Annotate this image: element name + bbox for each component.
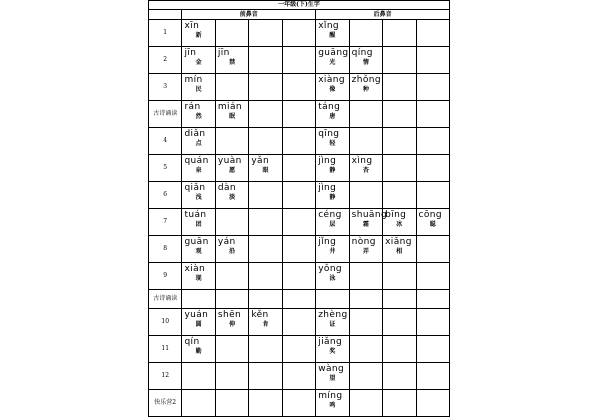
front-nasal-cell [182,101,215,128]
pinyin-text: qiǎn [184,183,206,193]
back-nasal-cell [383,128,416,155]
table-row [149,363,450,390]
pinyin-text: jiǎng [318,337,343,347]
hanzi-text: 愿 [229,167,236,174]
pinyin-text: tuán [184,210,207,220]
back-nasal-cell [316,363,349,390]
hanzi-text: 弄 [362,248,369,255]
back-nasal-cell [416,290,450,309]
pinyin-text: dàn [217,183,237,193]
table-row [149,74,450,101]
back-nasal-cell [383,101,416,128]
table-row [149,290,450,309]
back-nasal-cell [316,47,349,74]
back-nasal-cell [416,390,450,417]
table-row [149,182,450,209]
back-nasal-cell [383,290,416,309]
corner-cell [149,10,182,20]
front-nasal-cell [182,309,215,336]
hanzi-text: 点 [195,140,202,147]
back-nasal-cell [316,155,349,182]
front-nasal-cell [249,290,282,309]
hanzi-text: 唐 [329,113,336,120]
front-nasal-cell [215,390,248,417]
front-nasal-cell [282,263,315,290]
front-nasal-cell [182,74,215,101]
hanzi-text: 鸣 [329,402,336,409]
hanzi-text: 肯 [262,321,269,328]
hanzi-text: 望 [329,375,336,382]
group-header-row [149,10,450,20]
pinyin-text: jìng [318,183,337,193]
hanzi-text: 淡 [229,194,236,201]
hanzi-text: 井 [329,248,336,255]
hanzi-text: 然 [195,113,202,120]
hanzi-text: 观 [195,248,202,255]
hanzi-text: 禁 [229,59,236,66]
front-nasal-cell [249,309,282,336]
back-nasal-cell [349,309,382,336]
front-nasal-cell [282,155,315,182]
pinyin-text: xīn [184,21,200,31]
back-nasal-cell [316,128,349,155]
lesson-label: 古诗诵读 [149,101,182,128]
back-nasal-cell [349,209,388,236]
back-nasal-cell [316,290,349,309]
front-nasal-cell [282,290,315,309]
front-nasal-cell [282,101,315,128]
front-nasal-cell [249,363,282,390]
front-nasal-cell [282,209,315,236]
back-nasal-cell [383,309,416,336]
lesson-label: 12 [149,363,182,390]
lesson-label: 古诗诵读 [149,290,182,309]
hanzi-text: 圆 [195,321,202,328]
table-row [149,336,450,363]
hanzi-text: 冰 [396,221,403,228]
back-nasal-cell [316,209,349,236]
pinyin-text: shuāng [351,210,388,220]
back-nasal-cell [416,236,450,263]
hanzi-text: 轻 [329,140,336,147]
hanzi-text: 新 [195,32,202,39]
back-nasal-cell [416,209,450,236]
back-nasal-cell [349,128,382,155]
hanzi-text: 沿 [229,248,236,255]
hanzi-text: 团 [195,221,202,228]
pinyin-text: xiàn [184,264,206,274]
front-nasal-cell [182,209,215,236]
front-nasal-cell [215,155,248,182]
pinyin-text: yán [217,237,236,247]
hanzi-text: 醒 [329,32,336,39]
lesson-label: 10 [149,309,182,336]
front-nasal-cell [215,236,248,263]
back-nasal-cell [416,182,450,209]
lesson-label: 7 [149,209,182,236]
front-nasal-cell [282,182,315,209]
back-nasal-cell [349,336,382,363]
back-nasal-cell [349,263,382,290]
hanzi-text: 勤 [195,348,202,355]
table-row [149,47,450,74]
lesson-label: 1 [149,20,182,47]
back-nasal-cell [383,155,416,182]
front-nasal-cell [215,209,248,236]
front-nasal-cell [249,101,282,128]
front-nasal-cell [282,74,315,101]
lesson-label: 快乐营2 [149,390,182,417]
back-nasal-cell [349,74,382,101]
front-nasal-cell [215,290,248,309]
pinyin-text: qīng [318,129,340,139]
back-nasal-cell [383,263,416,290]
hanzi-text: 种 [362,86,369,93]
back-nasal-cell [416,47,450,74]
pinyin-text: diǎn [184,129,206,139]
front-nasal-cell [215,182,248,209]
table-row [149,309,450,336]
table-row [149,128,450,155]
front-nasal-cell [249,74,282,101]
hanzi-text: 杏 [362,167,369,174]
front-nasal-header: 前鼻音 [182,10,316,20]
lesson-label: 8 [149,236,182,263]
hanzi-text: 浅 [195,194,202,201]
back-nasal-cell [416,263,450,290]
back-nasal-cell [383,236,416,263]
pinyin-text: zhèng [318,310,348,320]
pinyin-text: yuàn [217,156,242,166]
front-nasal-cell [182,336,215,363]
front-nasal-cell [215,47,248,74]
front-nasal-cell [215,74,248,101]
front-nasal-cell [215,20,248,47]
back-nasal-cell [349,236,382,263]
back-nasal-cell [349,363,382,390]
pinyin-text: bīng [385,210,407,220]
front-nasal-cell [249,209,282,236]
hanzi-text: 情 [362,59,369,66]
hanzi-text: 证 [329,321,336,328]
hanzi-text: 霜 [362,221,369,228]
front-nasal-cell [182,290,215,309]
front-nasal-cell [249,128,282,155]
back-nasal-cell [383,47,416,74]
back-nasal-cell [383,336,416,363]
front-nasal-cell [282,309,315,336]
hanzi-text: 民 [195,86,202,93]
hanzi-text: 泉 [195,167,202,174]
back-nasal-cell [349,47,382,74]
table-row [149,20,450,47]
hanzi-text: 伸 [229,321,236,328]
lesson-label: 9 [149,263,182,290]
front-nasal-cell [215,309,248,336]
back-nasal-cell [349,390,382,417]
hanzi-text: 泳 [329,275,336,282]
character-table [148,0,450,417]
front-nasal-cell [182,155,215,182]
table-title: 一年级(下)生字 [149,1,450,10]
title-row [149,1,450,10]
front-nasal-cell [182,236,215,263]
pinyin-text: xǐng [318,21,340,31]
table-row [149,155,450,182]
hanzi-text: 金 [195,59,202,66]
pinyin-text: jīn [217,48,230,58]
front-nasal-cell [182,390,215,417]
back-nasal-cell [416,363,450,390]
back-nasal-cell [316,309,349,336]
pinyin-text: míng [318,391,343,401]
hanzi-text: 眠 [229,113,236,120]
back-nasal-cell [383,74,416,101]
pinyin-text: wàng [318,364,345,374]
pinyin-text: xìng [351,156,373,166]
hanzi-text: 静 [329,167,336,174]
front-nasal-cell [182,263,215,290]
back-nasal-cell [383,209,416,236]
front-nasal-cell [249,155,282,182]
back-nasal-cell [416,309,450,336]
back-nasal-cell [383,363,416,390]
front-nasal-cell [249,20,282,47]
pinyin-text: jīn [184,48,197,58]
back-nasal-cell [416,20,450,47]
front-nasal-cell [282,47,315,74]
back-nasal-cell [416,336,450,363]
back-nasal-cell [316,182,349,209]
pinyin-text: xiǎng [385,237,412,247]
back-nasal-cell [416,128,450,155]
pinyin-text: yǎn [251,156,270,166]
back-nasal-cell [349,155,382,182]
lesson-label: 5 [149,155,182,182]
front-nasal-cell [215,101,248,128]
lesson-label: 6 [149,182,182,209]
back-nasal-cell [416,155,450,182]
front-nasal-cell [182,182,215,209]
pinyin-text: nòng [351,237,376,247]
table-row [149,101,450,128]
pinyin-text: shēn [217,310,242,320]
hanzi-text: 聪 [429,221,436,228]
pinyin-text: táng [318,102,341,112]
front-nasal-cell [215,363,248,390]
back-nasal-cell [416,74,450,101]
front-nasal-cell [215,128,248,155]
lesson-label: 11 [149,336,182,363]
back-nasal-cell [349,20,382,47]
pinyin-text: qín [184,337,200,347]
pinyin-text: yuán [184,310,209,320]
back-nasal-cell [316,390,349,417]
lesson-label: 2 [149,47,182,74]
front-nasal-cell [249,47,282,74]
back-nasal-cell [316,20,349,47]
pinyin-text: guān [184,237,209,247]
back-nasal-cell [316,263,349,290]
back-nasal-cell [383,390,416,417]
table-row [149,236,450,263]
back-nasal-cell [416,101,450,128]
hanzi-text: 眼 [262,167,269,174]
front-nasal-cell [249,182,282,209]
back-nasal-cell [316,336,349,363]
hanzi-text: 相 [396,248,403,255]
pinyin-text: cōng [418,210,442,220]
front-nasal-cell [282,128,315,155]
pinyin-text: yǒng [318,264,343,274]
pinyin-text: kěn [251,310,269,320]
pinyin-text: mín [184,75,203,85]
back-nasal-cell [316,236,349,263]
front-nasal-cell [182,20,215,47]
pinyin-text: xiàng [318,75,345,85]
front-nasal-cell [182,128,215,155]
lesson-label: 3 [149,74,182,101]
front-nasal-cell [282,390,315,417]
character-table-sheet [148,0,450,409]
front-nasal-cell [182,363,215,390]
pinyin-text: jìng [318,156,337,166]
front-nasal-cell [249,263,282,290]
pinyin-text: mián [217,102,242,112]
pinyin-text: zhǒng [351,75,381,85]
front-nasal-cell [282,363,315,390]
pinyin-text: quán [184,156,209,166]
hanzi-text: 奖 [329,348,336,355]
table-row [149,263,450,290]
front-nasal-cell [282,336,315,363]
pinyin-text: jǐng [318,237,337,247]
hanzi-text: 现 [195,275,202,282]
hanzi-text: 层 [329,221,336,228]
lesson-label: 4 [149,128,182,155]
front-nasal-cell [182,47,215,74]
pinyin-text: guāng [318,48,349,58]
back-nasal-header: 后鼻音 [316,10,450,20]
back-nasal-cell [349,182,382,209]
front-nasal-cell [215,336,248,363]
table-row [149,209,450,236]
front-nasal-cell [249,236,282,263]
pinyin-text: céng [318,210,342,220]
front-nasal-cell [249,390,282,417]
back-nasal-cell [349,290,382,309]
front-nasal-cell [282,236,315,263]
pinyin-text: qíng [351,48,373,58]
hanzi-text: 静 [329,194,336,201]
front-nasal-cell [215,263,248,290]
front-nasal-cell [282,20,315,47]
table-row [149,390,450,417]
front-nasal-cell [249,336,282,363]
back-nasal-cell [383,20,416,47]
back-nasal-cell [383,182,416,209]
back-nasal-cell [349,101,382,128]
hanzi-text: 像 [329,86,336,93]
back-nasal-cell [316,74,349,101]
back-nasal-cell [316,101,349,128]
pinyin-text: rán [184,102,201,112]
hanzi-text: 光 [329,59,336,66]
